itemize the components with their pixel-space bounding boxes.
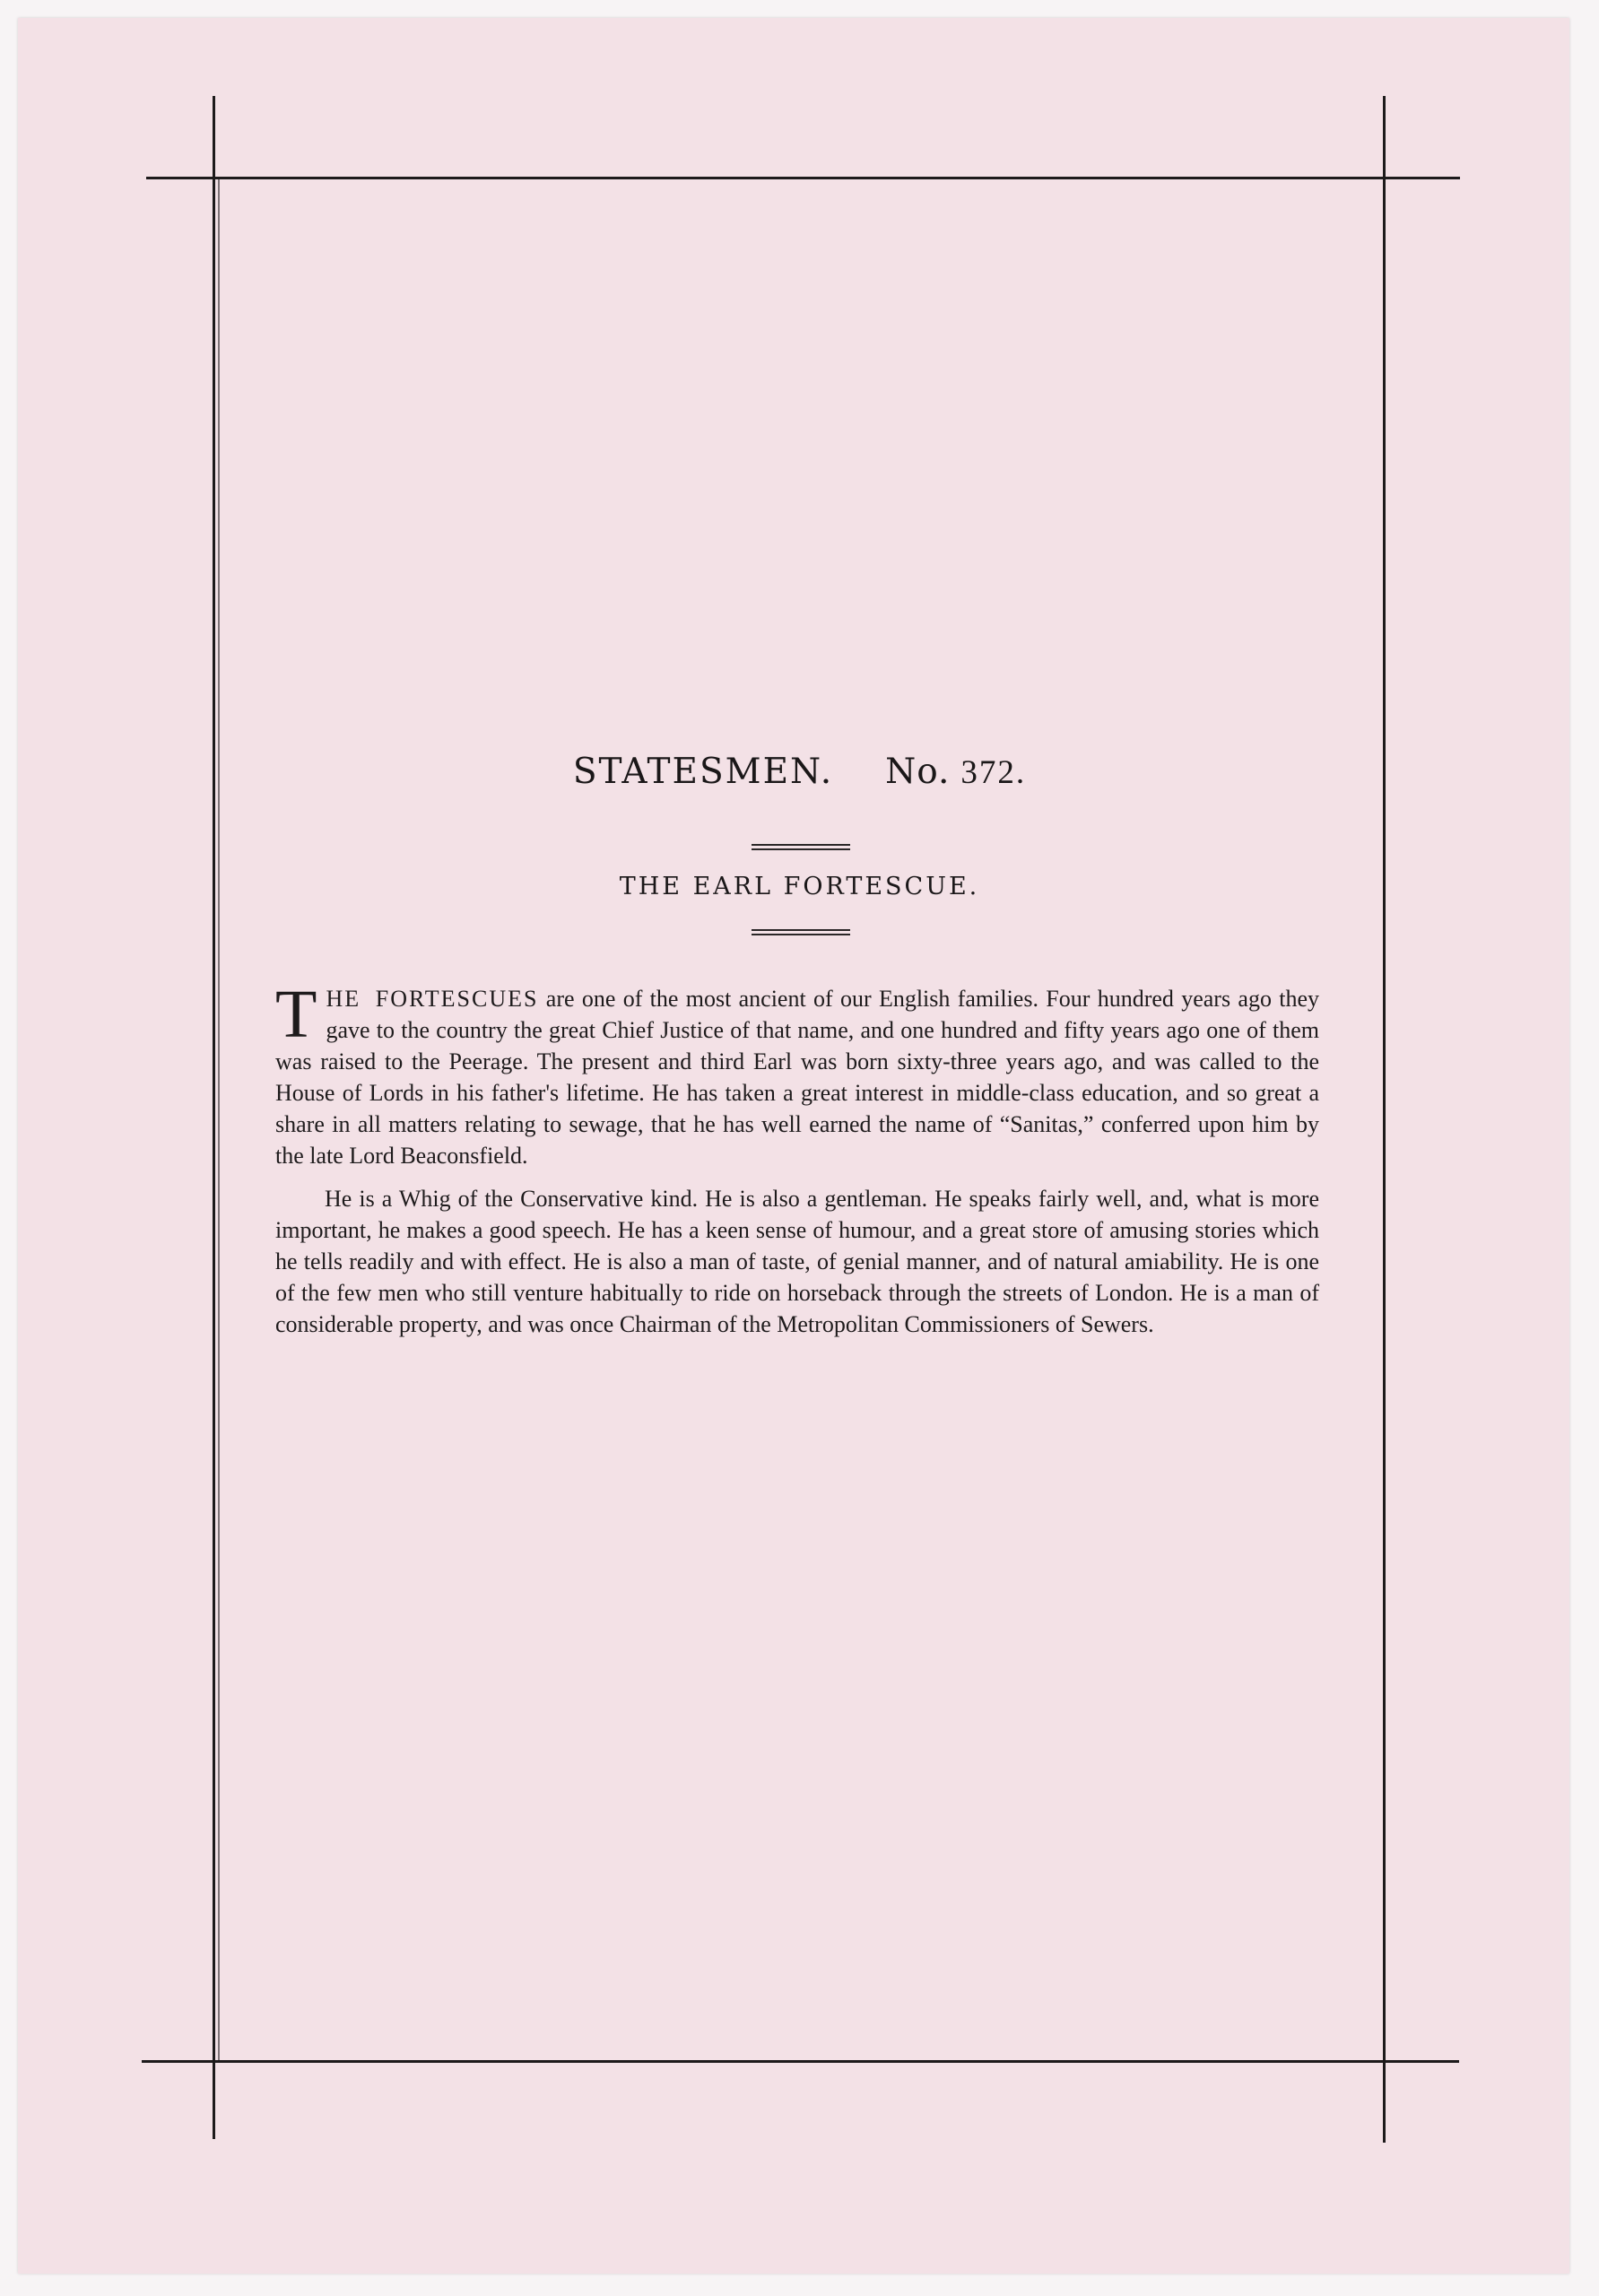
paragraph-2: He is a Whig of the Conservative kind. He is also a gentleman. He speaks fairly well, and, what is more important, he makes a good speech. He has a keen sense of humour, and a great store of amusing stories which he tells readily and with effect. He is also a man of taste, of genial manner, and of natural amiability. He is one of the few men who still venture habitually to ride on horseback through the streets of London. He is a man of considerable property, and was once Chairman of the Metropolitan Commissioners of Sewers. [275,1186,1319,1337]
frame-right-rule [1383,96,1386,2143]
frame-top-rule [146,177,1460,179]
first-word-rest: HE [326,986,361,1012]
divider-top [752,844,850,850]
article-body [275,977,1320,1352]
number-prefix: No. [885,752,951,792]
drop-cap: T [275,977,317,1052]
series-title: STATESMEN. [572,752,834,792]
subject-title: THE EARL FORTESCUE. [619,873,980,900]
frame-bottom-rule [142,2060,1459,2063]
paragraph-1-text: are one of the most ancient of our English families. Four hundred years ago they gave to the country the great Chief Justice of that name, and one hundred and fifty years ago one of them was raised to the Peerage. The present and third Earl was born sixty-three years ago, and was called to the House of Lords in his father's lifetime. He has taken a great interest in middle-class education, and so great a share in all matters relating to sewage, that he has well earned the name of “Sanitas,” conferred upon him by the late Lord Beaconsfield. [275,986,1320,1169]
paragraph-1 [275,977,1320,1171]
series-number: 372. [960,754,1027,791]
page-title [0,752,1599,792]
frame-left-rule [213,96,215,2139]
frame-left-inner-rule [218,179,220,2063]
divider-bottom [752,929,850,935]
family-name-caps: FORTESCUES [375,986,539,1012]
